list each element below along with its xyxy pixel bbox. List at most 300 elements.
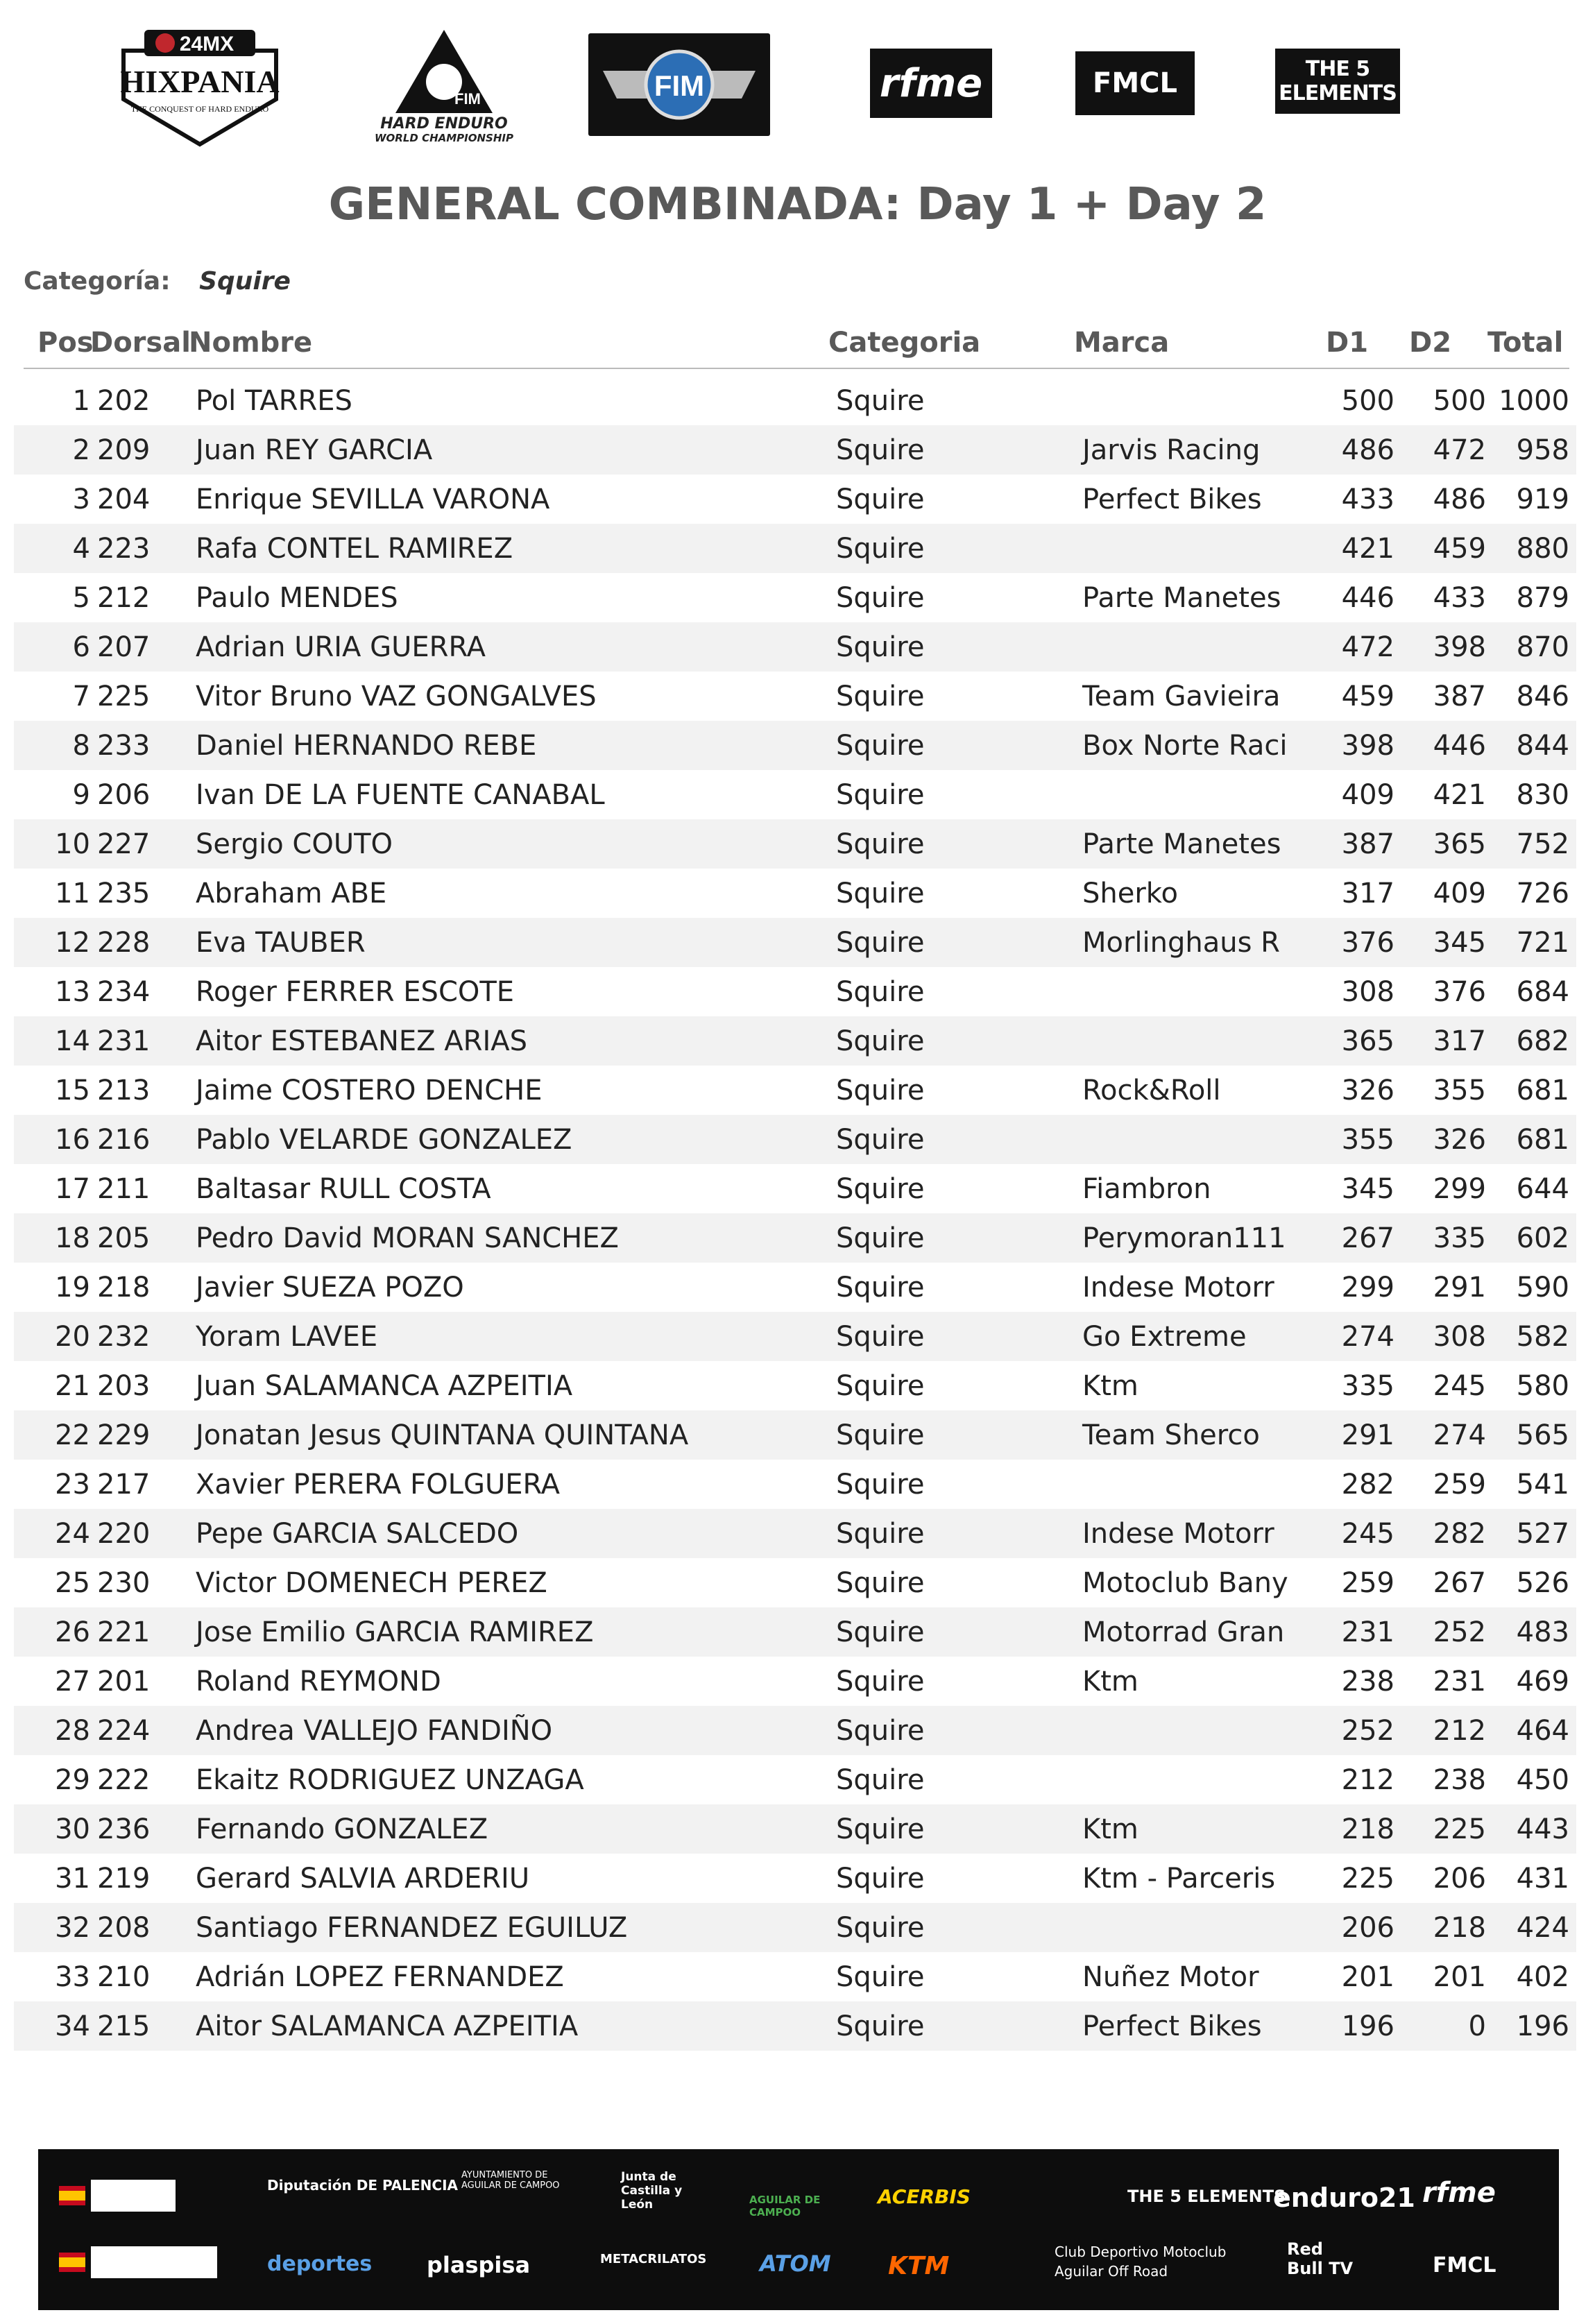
cell-total: 483 bbox=[1516, 1616, 1569, 1648]
cell-nombre: Baltasar RULL COSTA bbox=[196, 1173, 491, 1205]
cell-categoria: Squire bbox=[836, 385, 925, 417]
table-row bbox=[14, 918, 1576, 967]
cell-categoria: Squire bbox=[836, 631, 925, 663]
cell-pos: 10 bbox=[55, 828, 90, 860]
table-row bbox=[14, 1460, 1576, 1509]
sponsor-diputacion: Diputación DE PALENCIA bbox=[267, 2177, 458, 2194]
sponsor-enduro21: enduro21 bbox=[1273, 2182, 1415, 2213]
cell-categoria: Squire bbox=[836, 2010, 925, 2042]
cell-total: 870 bbox=[1516, 631, 1569, 663]
cell-categoria: Squire bbox=[836, 730, 925, 762]
table-row bbox=[14, 475, 1576, 524]
table-row bbox=[14, 1312, 1576, 1361]
cell-d2: 317 bbox=[1433, 1025, 1486, 1057]
cell-d1: 387 bbox=[1341, 828, 1394, 860]
cell-nombre: Jose Emilio GARCIA RAMIREZ bbox=[196, 1616, 594, 1648]
cell-d2: 409 bbox=[1433, 878, 1486, 909]
cell-d2: 398 bbox=[1433, 631, 1486, 663]
sponsors-footer bbox=[38, 2149, 1559, 2310]
table-row bbox=[14, 1657, 1576, 1706]
cell-marca: Morlinghaus R bbox=[1082, 927, 1280, 959]
cell-d1: 245 bbox=[1341, 1518, 1394, 1550]
cell-dorsal: 209 bbox=[97, 434, 151, 466]
cell-dorsal: 204 bbox=[97, 484, 151, 515]
hixpania-logo bbox=[114, 21, 284, 149]
category-value: Squire bbox=[199, 267, 291, 296]
cell-marca: Perfect Bikes bbox=[1082, 2010, 1262, 2042]
cell-nombre: Yoram LAVEE bbox=[196, 1321, 378, 1353]
cell-pos: 4 bbox=[72, 533, 90, 565]
cell-dorsal: 235 bbox=[97, 878, 151, 909]
cell-d1: 317 bbox=[1341, 878, 1394, 909]
table-row bbox=[14, 573, 1576, 622]
cell-nombre: Eva TAUBER bbox=[196, 927, 366, 959]
cell-marca: Jarvis Racing bbox=[1082, 434, 1261, 466]
cell-pos: 3 bbox=[72, 484, 90, 515]
cell-d2: 308 bbox=[1433, 1321, 1486, 1353]
cell-nombre: Paulo MENDES bbox=[196, 582, 398, 614]
cell-d2: 0 bbox=[1468, 2010, 1486, 2042]
cell-d1: 433 bbox=[1341, 484, 1394, 515]
cell-d2: 245 bbox=[1433, 1370, 1486, 1402]
results-table bbox=[14, 376, 1576, 2051]
cell-d2: 446 bbox=[1433, 730, 1486, 762]
cell-pos: 33 bbox=[55, 1961, 90, 1993]
cell-d2: 206 bbox=[1433, 1863, 1486, 1895]
five-elements-logo: THE 5 ELEMENTS bbox=[1275, 49, 1400, 114]
cell-total: 682 bbox=[1516, 1025, 1569, 1057]
cell-dorsal: 236 bbox=[97, 1813, 151, 1845]
cell-d2: 335 bbox=[1433, 1222, 1486, 1254]
cell-total: 880 bbox=[1516, 533, 1569, 565]
cell-total: 464 bbox=[1516, 1715, 1569, 1747]
cell-categoria: Squire bbox=[836, 1370, 925, 1402]
sponsor-atom: ATOM bbox=[760, 2250, 831, 2277]
spain-gov-logo-2 bbox=[59, 2246, 217, 2278]
cell-nombre: Adrián LOPEZ FERNANDEZ bbox=[196, 1961, 564, 1993]
cell-total: 602 bbox=[1516, 1222, 1569, 1254]
cell-dorsal: 216 bbox=[97, 1124, 151, 1156]
cell-nombre: Andrea VALLEJO FANDIÑO bbox=[196, 1715, 553, 1747]
cell-total: 846 bbox=[1516, 681, 1569, 712]
cell-pos: 14 bbox=[55, 1025, 90, 1057]
cell-categoria: Squire bbox=[836, 1025, 925, 1057]
table-row bbox=[14, 622, 1576, 672]
category-filter bbox=[24, 267, 291, 296]
cell-total: 469 bbox=[1516, 1666, 1569, 1698]
cell-categoria: Squire bbox=[836, 1666, 925, 1698]
cell-d1: 299 bbox=[1341, 1272, 1394, 1304]
cell-pos: 5 bbox=[72, 582, 90, 614]
cell-d1: 259 bbox=[1341, 1567, 1394, 1599]
cell-total: 527 bbox=[1516, 1518, 1569, 1550]
cell-d2: 387 bbox=[1433, 681, 1486, 712]
cell-total: 590 bbox=[1516, 1272, 1569, 1304]
cell-categoria: Squire bbox=[836, 976, 925, 1008]
cell-marca: Team Sherco bbox=[1082, 1419, 1260, 1451]
cell-nombre: Enrique SEVILLA VARONA bbox=[196, 484, 550, 515]
cell-dorsal: 232 bbox=[97, 1321, 151, 1353]
col-categoria: Categoria bbox=[828, 327, 981, 359]
fmcl-logo: FMCL bbox=[1075, 51, 1195, 115]
cell-pos: 12 bbox=[55, 927, 90, 959]
cell-total: 684 bbox=[1516, 976, 1569, 1008]
cell-pos: 24 bbox=[55, 1518, 90, 1550]
cell-d2: 252 bbox=[1433, 1616, 1486, 1648]
cell-d1: 446 bbox=[1341, 582, 1394, 614]
hard-enduro-logo bbox=[375, 21, 513, 149]
cell-d2: 299 bbox=[1433, 1173, 1486, 1205]
cell-categoria: Squire bbox=[836, 434, 925, 466]
cell-pos: 28 bbox=[55, 1715, 90, 1747]
cell-dorsal: 215 bbox=[97, 2010, 151, 2042]
table-row bbox=[14, 524, 1576, 573]
cell-d1: 472 bbox=[1341, 631, 1394, 663]
cell-d1: 206 bbox=[1341, 1912, 1394, 1944]
sponsor-metacrilatos: METACRILATOS bbox=[600, 2252, 707, 2266]
cell-marca: Ktm bbox=[1082, 1666, 1138, 1698]
cell-pos: 1 bbox=[72, 385, 90, 417]
cell-marca: Go Extreme bbox=[1082, 1321, 1247, 1353]
cell-categoria: Squire bbox=[836, 1764, 925, 1796]
cell-dorsal: 205 bbox=[97, 1222, 151, 1254]
cell-dorsal: 212 bbox=[97, 582, 151, 614]
sponsor-rfme: rfme bbox=[1422, 2177, 1496, 2209]
table-row bbox=[14, 1755, 1576, 1804]
cell-marca: Nuñez Motor bbox=[1082, 1961, 1259, 1993]
cell-dorsal: 206 bbox=[97, 779, 151, 811]
table-row bbox=[14, 1952, 1576, 2001]
cell-d2: 201 bbox=[1433, 1961, 1486, 1993]
cell-categoria: Squire bbox=[836, 1715, 925, 1747]
cell-dorsal: 225 bbox=[97, 681, 151, 712]
cell-pos: 17 bbox=[55, 1173, 90, 1205]
cell-d1: 201 bbox=[1341, 1961, 1394, 1993]
sponsor-plaspisa: plaspisa bbox=[427, 2252, 531, 2278]
cell-pos: 27 bbox=[55, 1666, 90, 1698]
cell-d2: 225 bbox=[1433, 1813, 1486, 1845]
cell-pos: 13 bbox=[55, 976, 90, 1008]
cell-total: 402 bbox=[1516, 1961, 1569, 1993]
cell-d1: 459 bbox=[1341, 681, 1394, 712]
sponsor-acerbis: ACERBIS bbox=[878, 2185, 971, 2208]
cell-d1: 355 bbox=[1341, 1124, 1394, 1156]
cell-categoria: Squire bbox=[836, 1863, 925, 1895]
cell-nombre: Pol TARRES bbox=[196, 385, 352, 417]
cell-nombre: Aitor ESTEBANEZ ARIAS bbox=[196, 1025, 527, 1057]
cell-d2: 267 bbox=[1433, 1567, 1486, 1599]
cell-total: 580 bbox=[1516, 1370, 1569, 1402]
cell-d2: 282 bbox=[1433, 1518, 1486, 1550]
cell-d2: 459 bbox=[1433, 533, 1486, 565]
cell-dorsal: 231 bbox=[97, 1025, 151, 1057]
cell-categoria: Squire bbox=[836, 1518, 925, 1550]
cell-nombre: Xavier PERERA FOLGUERA bbox=[196, 1469, 561, 1501]
col-pos: Pos bbox=[37, 327, 94, 359]
cell-total: 726 bbox=[1516, 878, 1569, 909]
table-row bbox=[14, 1903, 1576, 1952]
table-row bbox=[14, 2001, 1576, 2051]
cell-categoria: Squire bbox=[836, 681, 925, 712]
header-logos bbox=[0, 14, 1595, 153]
spain-flag-icon-2 bbox=[59, 2253, 85, 2272]
cell-nombre: Jonatan Jesus QUINTANA QUINTANA bbox=[196, 1419, 689, 1451]
cell-dorsal: 203 bbox=[97, 1370, 151, 1402]
hixpania-shield-icon bbox=[117, 23, 283, 148]
rfme-logo: rfme bbox=[870, 49, 992, 118]
cell-pos: 11 bbox=[55, 878, 90, 909]
cell-d1: 409 bbox=[1341, 779, 1394, 811]
cell-categoria: Squire bbox=[836, 927, 925, 959]
sponsor-junta: Junta de Castilla y León bbox=[621, 2170, 683, 2212]
cell-dorsal: 223 bbox=[97, 533, 151, 565]
cell-marca: Team Gavieira bbox=[1082, 681, 1281, 712]
cell-categoria: Squire bbox=[836, 1567, 925, 1599]
cell-marca: Rock&Roll bbox=[1082, 1075, 1221, 1107]
cell-d1: 308 bbox=[1341, 976, 1394, 1008]
cell-d2: 291 bbox=[1433, 1272, 1486, 1304]
cell-total: 424 bbox=[1516, 1912, 1569, 1944]
category-label: Categoría: bbox=[24, 267, 171, 296]
cell-nombre: Pepe GARCIA SALCEDO bbox=[196, 1518, 519, 1550]
table-row bbox=[14, 1016, 1576, 1066]
cell-total: 752 bbox=[1516, 828, 1569, 860]
cell-d2: 259 bbox=[1433, 1469, 1486, 1501]
table-row bbox=[14, 1213, 1576, 1263]
cell-dorsal: 234 bbox=[97, 976, 151, 1008]
cell-categoria: Squire bbox=[836, 1173, 925, 1205]
cell-d2: 486 bbox=[1433, 484, 1486, 515]
cell-dorsal: 228 bbox=[97, 927, 151, 959]
cell-dorsal: 229 bbox=[97, 1419, 151, 1451]
cell-categoria: Squire bbox=[836, 1419, 925, 1451]
cell-pos: 21 bbox=[55, 1370, 90, 1402]
cell-pos: 9 bbox=[72, 779, 90, 811]
col-total: Total bbox=[1487, 327, 1564, 359]
cell-pos: 26 bbox=[55, 1616, 90, 1648]
cell-marca: Motoclub Bany bbox=[1082, 1567, 1288, 1599]
cell-categoria: Squire bbox=[836, 1272, 925, 1304]
cell-pos: 32 bbox=[55, 1912, 90, 1944]
cell-d1: 376 bbox=[1341, 927, 1394, 959]
table-row bbox=[14, 869, 1576, 918]
cell-nombre: Gerard SALVIA ARDERIU bbox=[196, 1863, 530, 1895]
cell-nombre: Fernando GONZALEZ bbox=[196, 1813, 488, 1845]
hixpania-name: HIXPANIA bbox=[119, 63, 280, 99]
cell-dorsal: 219 bbox=[97, 1863, 151, 1895]
sponsor-aguilar: AGUILAR DE CAMPOO bbox=[749, 2194, 821, 2219]
cell-d1: 274 bbox=[1341, 1321, 1394, 1353]
hard-enduro-badge: FIM bbox=[454, 89, 481, 108]
cell-d1: 345 bbox=[1341, 1173, 1394, 1205]
cell-pos: 31 bbox=[55, 1863, 90, 1895]
table-row bbox=[14, 1115, 1576, 1164]
cell-dorsal: 224 bbox=[97, 1715, 151, 1747]
cell-categoria: Squire bbox=[836, 779, 925, 811]
col-dorsal: Dorsal bbox=[90, 327, 191, 359]
cell-dorsal: 218 bbox=[97, 1272, 151, 1304]
cell-total: 681 bbox=[1516, 1075, 1569, 1107]
cell-marca: Box Norte Raci bbox=[1082, 730, 1288, 762]
cell-pos: 30 bbox=[55, 1813, 90, 1845]
cell-pos: 8 bbox=[72, 730, 90, 762]
cell-categoria: Squire bbox=[836, 1961, 925, 1993]
cell-d2: 345 bbox=[1433, 927, 1486, 959]
cell-marca: Fiambron bbox=[1082, 1173, 1211, 1205]
cell-d1: 365 bbox=[1341, 1025, 1394, 1057]
cell-total: 565 bbox=[1516, 1419, 1569, 1451]
cell-marca: Indese Motorr bbox=[1082, 1518, 1274, 1550]
cell-nombre: Sergio COUTO bbox=[196, 828, 393, 860]
hixpania-tagline: THE CONQUEST OF HARD ENDURO bbox=[130, 103, 268, 114]
cell-pos: 22 bbox=[55, 1419, 90, 1451]
hard-enduro-line1: HARD ENDURO bbox=[380, 114, 508, 133]
table-row bbox=[14, 672, 1576, 721]
cell-total: 644 bbox=[1516, 1173, 1569, 1205]
cell-pos: 23 bbox=[55, 1469, 90, 1501]
cell-categoria: Squire bbox=[836, 1222, 925, 1254]
table-header bbox=[24, 323, 1569, 369]
cell-dorsal: 202 bbox=[97, 385, 151, 417]
cell-categoria: Squire bbox=[836, 828, 925, 860]
cell-pos: 16 bbox=[55, 1124, 90, 1156]
table-row bbox=[14, 1164, 1576, 1213]
cell-marca: Ktm bbox=[1082, 1370, 1138, 1402]
cell-pos: 19 bbox=[55, 1272, 90, 1304]
table-row bbox=[14, 1607, 1576, 1657]
cell-nombre: Aitor SALAMANCA AZPEITIA bbox=[196, 2010, 579, 2042]
cell-nombre: Victor DOMENECH PEREZ bbox=[196, 1567, 547, 1599]
cell-d2: 218 bbox=[1433, 1912, 1486, 1944]
table-row bbox=[14, 1263, 1576, 1312]
cell-total: 196 bbox=[1516, 2010, 1569, 2042]
cell-d1: 335 bbox=[1341, 1370, 1394, 1402]
cell-categoria: Squire bbox=[836, 1813, 925, 1845]
table-row bbox=[14, 1361, 1576, 1410]
cell-categoria: Squire bbox=[836, 484, 925, 515]
cell-total: 681 bbox=[1516, 1124, 1569, 1156]
page-title: GENERAL COMBINADA: Day 1 + Day 2 bbox=[328, 179, 1267, 230]
sponsor-club-line1: Club Deportivo Motoclub bbox=[1055, 2244, 1227, 2260]
cell-marca: Perymoran111 bbox=[1082, 1222, 1286, 1254]
cell-total: 443 bbox=[1516, 1813, 1569, 1845]
cell-total: 526 bbox=[1516, 1567, 1569, 1599]
spain-flag-icon bbox=[59, 2186, 85, 2205]
cell-d2: 212 bbox=[1433, 1715, 1486, 1747]
cell-nombre: Daniel HERNANDO REBE bbox=[196, 730, 537, 762]
col-nombre: Nombre bbox=[189, 327, 313, 359]
cell-total: 582 bbox=[1516, 1321, 1569, 1353]
table-row bbox=[14, 425, 1576, 475]
cell-marca: Sherko bbox=[1082, 878, 1179, 909]
cell-d2: 231 bbox=[1433, 1666, 1486, 1698]
cell-d1: 282 bbox=[1341, 1469, 1394, 1501]
cell-total: 830 bbox=[1516, 779, 1569, 811]
cell-marca: Parte Manetes bbox=[1082, 828, 1281, 860]
cell-nombre: Javier SUEZA POZO bbox=[196, 1272, 464, 1304]
sponsor-redbull: Red Bull TV bbox=[1287, 2239, 1354, 2278]
cell-nombre: Abraham ABE bbox=[196, 878, 387, 909]
cell-total: 844 bbox=[1516, 730, 1569, 762]
table-row bbox=[14, 1558, 1576, 1607]
cell-total: 1000 bbox=[1499, 385, 1569, 417]
cell-nombre: Santiago FERNANDEZ EGUILUZ bbox=[196, 1912, 628, 1944]
cell-pos: 2 bbox=[72, 434, 90, 466]
cell-nombre: Juan REY GARCIA bbox=[196, 434, 433, 466]
cell-dorsal: 217 bbox=[97, 1469, 151, 1501]
cell-nombre: Roland REYMOND bbox=[196, 1666, 441, 1698]
spain-gov-logo bbox=[59, 2180, 176, 2212]
cell-d2: 376 bbox=[1433, 976, 1486, 1008]
cell-d2: 326 bbox=[1433, 1124, 1486, 1156]
cell-nombre: Rafa CONTEL RAMIREZ bbox=[196, 533, 513, 565]
cell-d2: 472 bbox=[1433, 434, 1486, 466]
cell-nombre: Juan SALAMANCA AZPEITIA bbox=[196, 1370, 573, 1402]
cell-total: 958 bbox=[1516, 434, 1569, 466]
cell-dorsal: 220 bbox=[97, 1518, 151, 1550]
cell-d2: 274 bbox=[1433, 1419, 1486, 1451]
cell-nombre: Roger FERRER ESCOTE bbox=[196, 976, 515, 1008]
cell-d2: 500 bbox=[1433, 385, 1486, 417]
cell-dorsal: 207 bbox=[97, 631, 151, 663]
cell-nombre: Ekaitz RODRIGUEZ UNZAGA bbox=[196, 1764, 584, 1796]
cell-d1: 252 bbox=[1341, 1715, 1394, 1747]
cell-pos: 7 bbox=[72, 681, 90, 712]
cell-dorsal: 227 bbox=[97, 828, 151, 860]
table-row bbox=[14, 819, 1576, 869]
table-row bbox=[14, 1804, 1576, 1854]
cell-dorsal: 233 bbox=[97, 730, 151, 762]
table-row bbox=[14, 967, 1576, 1016]
cell-total: 450 bbox=[1516, 1764, 1569, 1796]
sponsor-five-elements: THE 5 ELEMENTS bbox=[1127, 2187, 1286, 2206]
sponsor-fmcl: FMCL bbox=[1433, 2253, 1496, 2278]
cell-dorsal: 208 bbox=[97, 1912, 151, 1944]
cell-marca: Ktm - Parceris bbox=[1082, 1863, 1276, 1895]
cell-dorsal: 213 bbox=[97, 1075, 151, 1107]
sponsor-deportes: deportes bbox=[267, 2252, 373, 2276]
cell-d1: 398 bbox=[1341, 730, 1394, 762]
cell-pos: 15 bbox=[55, 1075, 90, 1107]
cell-pos: 6 bbox=[72, 631, 90, 663]
cell-d1: 212 bbox=[1341, 1764, 1394, 1796]
cell-d1: 218 bbox=[1341, 1813, 1394, 1845]
cell-dorsal: 230 bbox=[97, 1567, 151, 1599]
cell-pos: 25 bbox=[55, 1567, 90, 1599]
cell-categoria: Squire bbox=[836, 1124, 925, 1156]
cell-d2: 421 bbox=[1433, 779, 1486, 811]
cell-nombre: Vitor Bruno VAZ GONGALVES bbox=[196, 681, 597, 712]
sponsor-club-line2: Aguilar Off Road bbox=[1055, 2263, 1168, 2280]
table-row bbox=[14, 1509, 1576, 1558]
cell-dorsal: 201 bbox=[97, 1666, 151, 1698]
cell-nombre: Jaime COSTERO DENCHE bbox=[196, 1075, 543, 1107]
cell-d1: 238 bbox=[1341, 1666, 1394, 1698]
cell-marca: Ktm bbox=[1082, 1813, 1138, 1845]
table-row bbox=[14, 1706, 1576, 1755]
hard-enduro-line2: WORLD CHAMPIONSHIP bbox=[375, 131, 513, 144]
fim-wings-icon bbox=[596, 43, 762, 126]
table-row bbox=[14, 376, 1576, 425]
cell-pos: 20 bbox=[55, 1321, 90, 1353]
cell-nombre: Pedro David MORAN SANCHEZ bbox=[196, 1222, 619, 1254]
cell-dorsal: 221 bbox=[97, 1616, 151, 1648]
cell-categoria: Squire bbox=[836, 1912, 925, 1944]
cell-total: 919 bbox=[1516, 484, 1569, 515]
cell-categoria: Squire bbox=[836, 1321, 925, 1353]
cell-categoria: Squire bbox=[836, 1616, 925, 1648]
cell-marca: Perfect Bikes bbox=[1082, 484, 1262, 515]
